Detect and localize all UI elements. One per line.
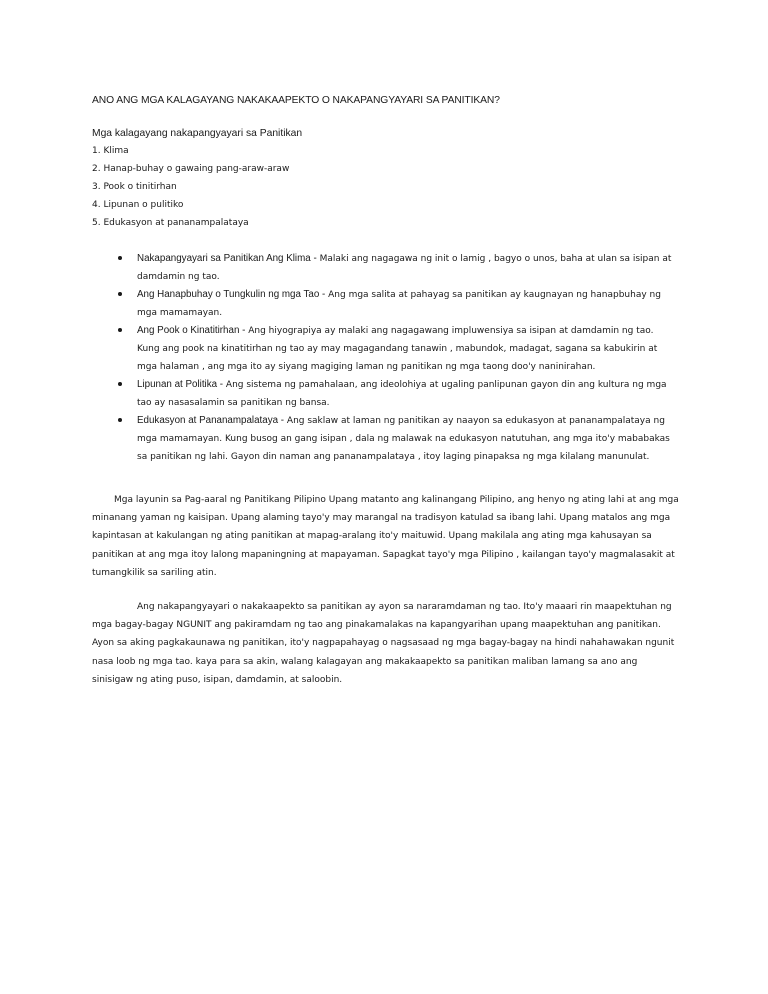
body-paragraph (92, 491, 680, 582)
bullet-icon (118, 256, 122, 260)
paragraph-text: Ang nakapangyayari o nakakaapekto sa panitikan ay ayon sa nararamdaman ng tao. Ito'y maaari rin maapektuhan ng mga bagay-bagay NGUNIT ang pakiramdam ng tao ang pinakamalakas na kapangyarihan upang maapektuhan ang panitikan. Ayon sa aking pagkakaunawa ng panitikan, ito'y nagpapahayag o nagsasaad ng mga bagay-bagay na hindi nahahawakan ngunit nasa loob ng mga tao. kaya para sa akin, walang kalagayan ang makakaapekto sa panitikan maliban lamang sa ano ang sinisigaw ng ating puso, isipan, damdamin, at saloobin. (92, 602, 675, 685)
bullet-text: Ang mga salita at pahayag sa panitikan ay kaugnayan ng hanapbuhay ng mga mamamayan. (137, 290, 661, 318)
bullet-item (118, 250, 678, 286)
paragraph-text: Mga layunin sa Pag-aaral ng Panitikang Pilipino Upang matanto ang kalinangang Pilipino, ang henyo ng ating lahi at ang mga minanang yaman ng kaisipan. Upang alaming tayo'y may marangal na tradisyon katulad sa ibang lahi. Upang matalos ang mga kapintasan at kakulangan ng ating panitikan at mapag-aralang ito'y maituwid. Upang makilala ang ating mga kahusayan sa panitikan at ang mga itoy lalong mapaningning at mapayaman. Sapagkat tayo'y mga Pilipino , kailangan tayo'y magmalasakit at tumangkilik sa sariling atin. (92, 495, 679, 578)
section-subheading: Mga kalagayang nakapangyayari sa Panitikan (92, 128, 303, 139)
bullet-label: Ang Pook o Kinatitirhan - (137, 325, 246, 337)
page-title: ANO ANG MGA KALAGAYANG NAKAKAAPEKTO O NAKAPANGYAYARI SA PANITIKAN? (92, 95, 500, 106)
bullet-icon (118, 292, 122, 296)
bullet-icon (118, 328, 122, 332)
bullet-icon (118, 418, 122, 422)
bullet-label: Edukasyon at Pananampalataya - (137, 415, 285, 427)
bullet-list (118, 250, 678, 466)
bullet-item (118, 376, 678, 412)
bullet-item (118, 322, 678, 376)
bullet-text: Ang sistema ng pamahalaan, ang ideolohiya at ugaling panlipunan gayon din ang kultura ng mga tao ay nasasalamin sa panitikan ng bansa. (137, 380, 667, 408)
list-item: 3. Pook o tinitirhan (92, 181, 177, 192)
bullet-icon (118, 382, 122, 386)
bullet-text: Ang hiyograpiya ay malaki ang nagagawang impluwensiya sa isipan at damdamin ng tao. Kung ang pook na kinatitirhan ng tao ay may magagandang tanawin , mabundok, madagat, sagana sa kabukirin at mga halaman , ang mga ito ay siyang magiging laman ng panitikan ng mga taong doo'y naninirahan. (137, 326, 658, 372)
bullet-text: Malaki ang nagagawa ng init o lamig , bagyo o unos, baha at ulan sa isipan at damdamin ng tao. (137, 254, 672, 282)
list-item: 1. Klima (92, 146, 129, 156)
bullet-item (118, 286, 678, 322)
numbered-list (92, 145, 289, 234)
list-item: 5. Edukasyon at pananampalataya (92, 217, 249, 228)
bullet-label: Ang Hanapbuhay o Tungkulin ng mga Tao - (137, 289, 326, 301)
body-paragraph (92, 598, 680, 689)
list-item: 2. Hanap-buhay o gawaing pang-araw-araw (92, 163, 290, 174)
bullet-item (118, 412, 678, 466)
list-item: 4. Lipunan o pulitiko (92, 199, 184, 210)
bullet-text: Ang saklaw at laman ng panitikan ay naayon sa edukasyon at pananampalataya ng mga mamamayan. Kung busog an gang isipan , dala ng malawak na edukasyon natutuhan, ang mga ito'y mababakas sa panitikan ng lahi. Gayon din naman ang pananampalataya , itoy laging pinapaksa ng mga kilalang manunulat. (137, 416, 670, 462)
bullet-label: Nakapangyayari sa Panitikan Ang Klima - (137, 253, 317, 264)
bullet-label: Lipunan at Politika - (137, 379, 224, 391)
